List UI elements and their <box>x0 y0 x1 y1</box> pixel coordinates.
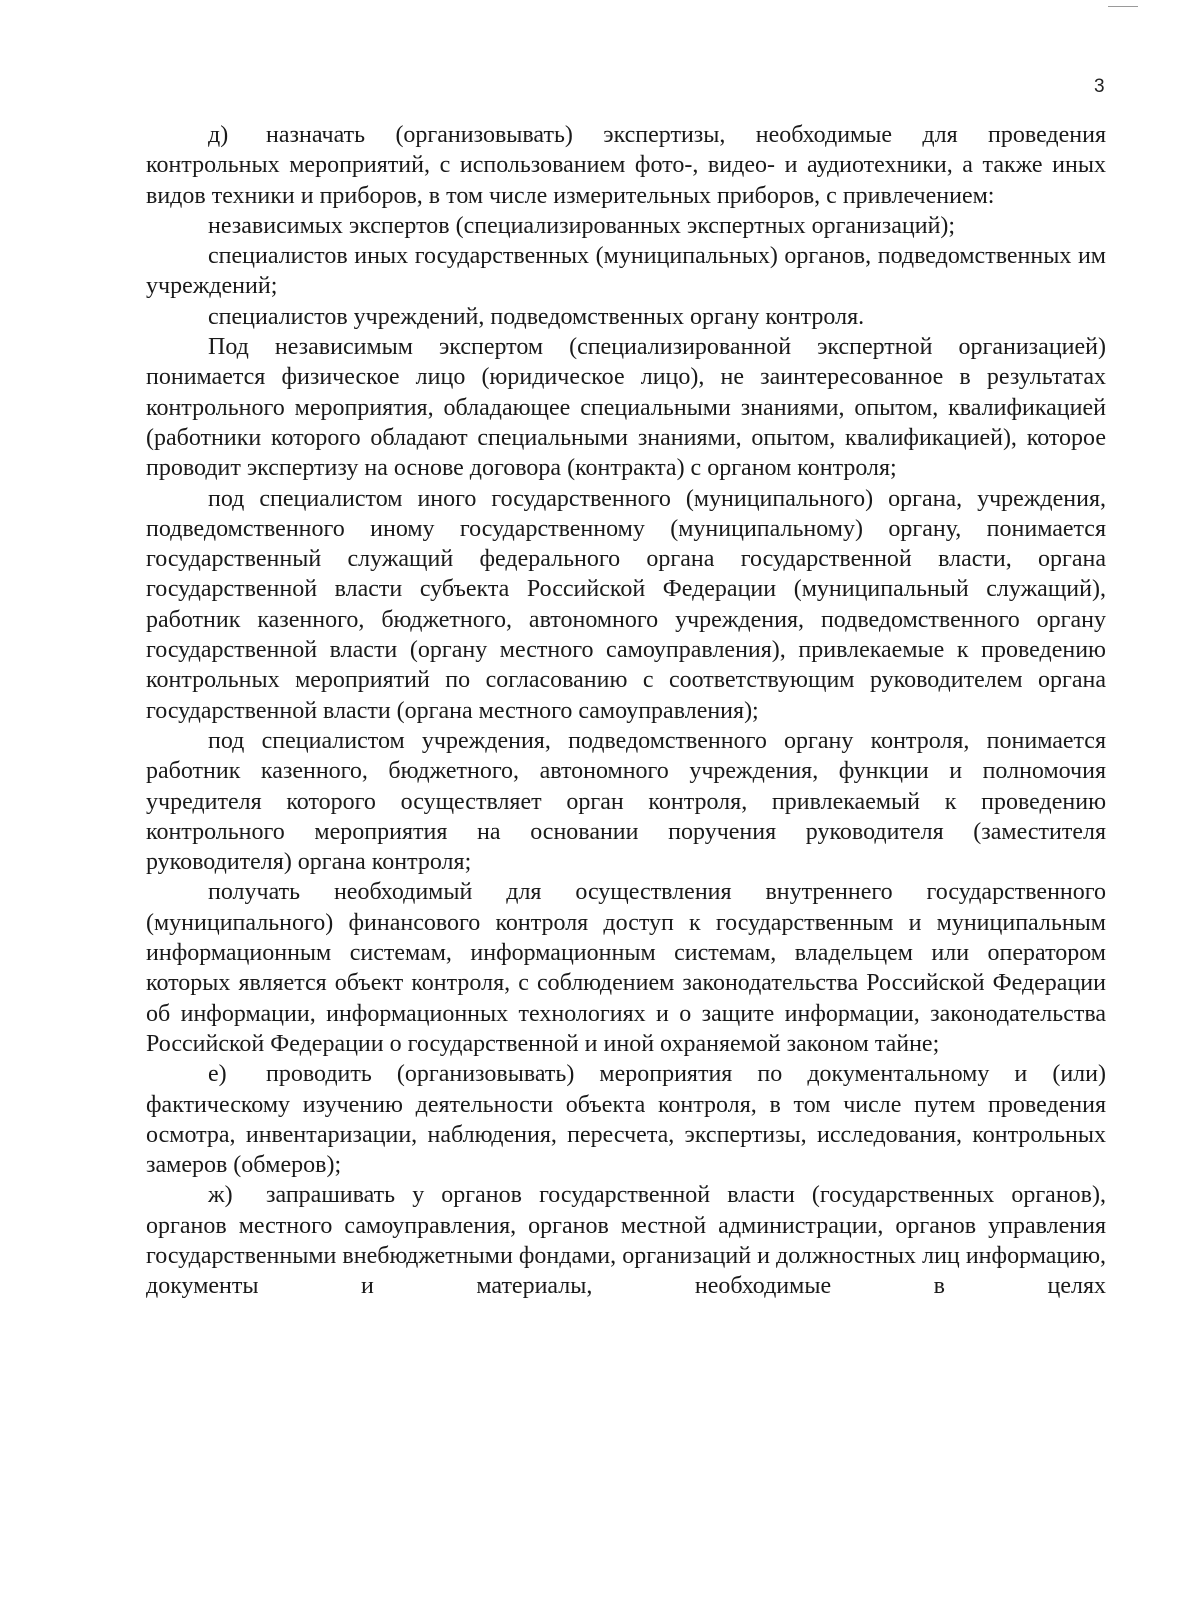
paragraph-specialists-institutions <box>146 302 1106 332</box>
paragraph-independent-experts <box>146 211 1106 241</box>
list-marker-d: д) <box>208 122 229 148</box>
paragraph-text: проводить (организовывать) мероприятия по документальному и (или) фактическому изучению деятельности объекта контроля, в том числе путем проведения осмотра, инвентаризации, наблюдения, пересчета, экспертизы, исследования, контрольных замеров (обмеров); <box>146 1061 1106 1179</box>
paragraph-zh <box>146 1180 1106 1301</box>
paragraph-specialist-institution-definition <box>146 726 1106 877</box>
paragraph-text: Под независимым экспертом (специализированной экспертной организацией) понимается физическое лицо (юридическое лицо), не заинтересованное в результатах контрольного мероприятия, обладающее специальными знаниями, опытом, квалификацией (работники которого обладают специальными знаниями, опытом, квалификацией), которое проводит экспертизу на основе договора (контракта) с органом контроля; <box>146 334 1106 482</box>
paragraph-text: назначать (организовывать) экспертизы, необходимые для проведения контрольных мероприятий, с использованием фото-, видео- и аудиотехники, а также иных видов техники и приборов, в том числе измерительных приборов, с привлечением: <box>146 122 1106 209</box>
paragraph-d <box>146 120 1106 211</box>
paragraph-text: специалистов учреждений, подведомственных органу контроля. <box>208 303 865 330</box>
paragraph-specialists-other-organs <box>146 241 1106 302</box>
paragraph-specialist-other-organ-definition <box>146 484 1106 726</box>
paragraph-text: независимых экспертов (специализированных экспертных организаций); <box>208 212 956 239</box>
paragraph-independent-expert-definition <box>146 332 1106 483</box>
document-body <box>146 120 1106 1302</box>
list-marker-zh: ж) <box>208 1182 233 1209</box>
page-number: 3 <box>1094 76 1105 97</box>
paragraph-text: получать необходимый для осуществления внутреннего государственного (муниципального) финансового контроля доступ к государственным и муниципальным информационным системам, информационным системам, владельцем или оператором которых является объект контроля, с соблюдением законодательства Российской Федерации об информации, информационных технологиях и о защите информации, законодательства Российской Федерации о государственной и иной охраняемой законом тайне; <box>146 879 1106 1057</box>
paragraph-text: специалистов иных государственных (муниципальных) органов, подведомственных им учреждений; <box>146 243 1106 300</box>
list-marker-e: е) <box>208 1061 227 1088</box>
paragraph-text: под специалистом иного государственного (муниципального) органа, учреждения, подведомственного иному государственному (муниципальному) органу, понимается государственный служащий федерального органа государственной власти, органа государственной власти субъекта Российской Федерации (муниципальный служащий), работник казенного, бюджетного, автономного учреждения, подведомственного органу государственной власти (органу местного самоуправления), привлекаемые к проведению контрольных мероприятий по согласованию с соответствующим руководителем органа государственной власти (органа местного самоуправления); <box>146 485 1106 724</box>
scan-mark <box>1108 6 1138 7</box>
paragraph-information-access <box>146 877 1106 1059</box>
paragraph-text: запрашивать у органов государственной власти (государственных органов), органов местного самоуправления, органов местной администрации, органов управления государственными внебюджетными фондами, организаций и должностных лиц информацию, документы и материалы, необходимые в целях <box>146 1182 1106 1300</box>
paragraph-e <box>146 1059 1106 1180</box>
paragraph-text: под специалистом учреждения, подведомственного органу контроля, понимается работник казенного, бюджетного, автономного учреждения, функции и полномочия учредителя которого осуществляет орган контроля, привлекаемый к проведению контрольного мероприятия на основании поручения руководителя (заместителя руководителя) органа контроля; <box>146 727 1106 876</box>
